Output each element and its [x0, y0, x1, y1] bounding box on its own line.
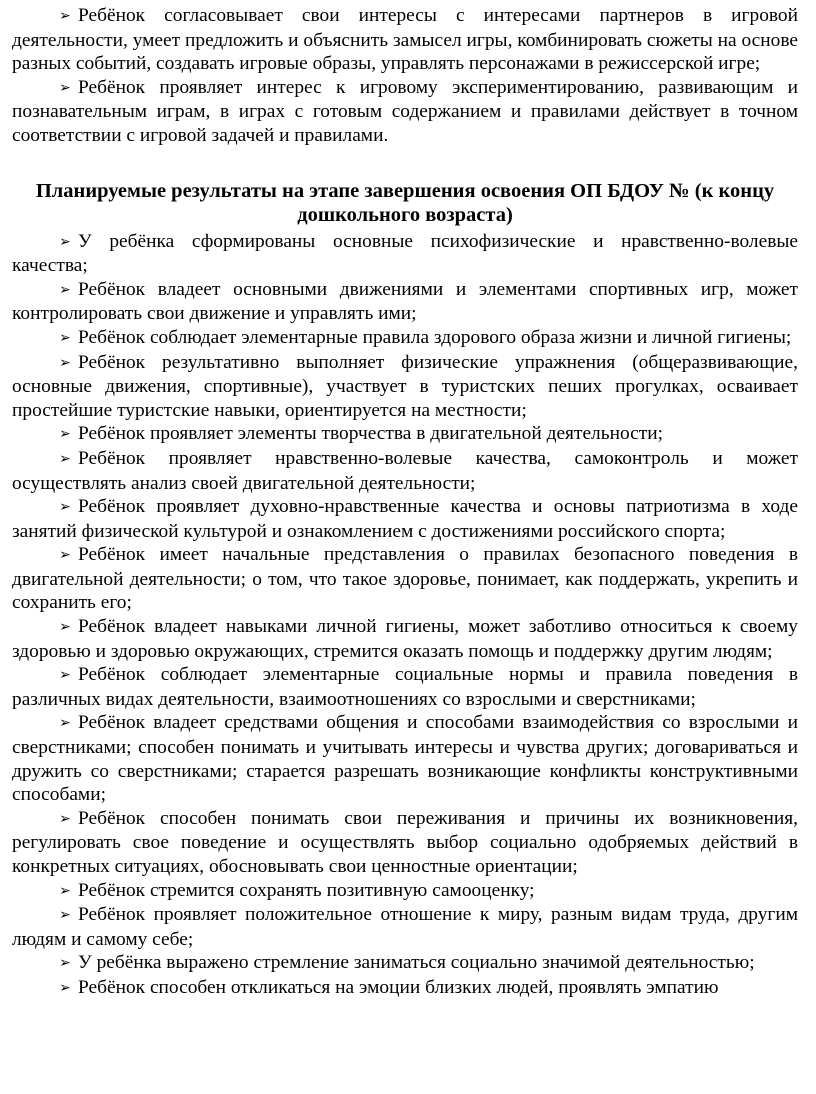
list-item: [12, 711, 798, 806]
list-item-text: Ребёнок проявляет духовно-нравственные качества и основы патриотизма в ходе занятий физической культурой и ознакомлением с достижениями российского спорта;: [12, 496, 798, 542]
list-item-text: Ребёнок проявляет нравственно-волевые качества, самоконтроль и может осуществлять анализ своей двигательной деятельности;: [12, 447, 798, 494]
list-item: [12, 326, 798, 351]
list-item: [12, 615, 798, 663]
arrowhead-bullet-icon: ➢: [59, 547, 71, 564]
list-item: [12, 422, 798, 447]
list-item-text: Ребёнок стремится сохранять позитивную самооценку;: [78, 879, 535, 901]
list-item: [12, 278, 798, 326]
list-item: [12, 951, 798, 976]
list-item-text: Ребёнок проявляет положительное отношение к миру, разным видам труда, другим людям и самому себе;: [12, 904, 798, 950]
arrowhead-bullet-icon: ➢: [59, 955, 71, 972]
list-item: [12, 807, 798, 879]
list-item-text: Ребёнок соблюдает элементарные правила здорового образа жизни и личной гигиены;: [78, 326, 792, 348]
list-item: [12, 543, 798, 615]
list-item-text: Ребёнок проявляет элементы творчества в двигательной деятельности;: [78, 423, 663, 445]
list-item: [12, 447, 798, 495]
arrowhead-bullet-icon: ➢: [59, 329, 71, 346]
list-item-text: У ребёнка сформированы основные психофизические и нравственно-волевые качества;: [12, 230, 798, 277]
arrowhead-bullet-icon: ➢: [59, 450, 71, 467]
list-item-text: Ребёнок соблюдает элементарные социальные нормы и правила поведения в различных видах деятельности, взаимоотношениях со взрослыми и сверстниками;: [12, 664, 798, 710]
arrowhead-bullet-icon: ➢: [59, 79, 71, 96]
arrowhead-bullet-icon: ➢: [59, 715, 71, 732]
results-list: [12, 230, 798, 1001]
list-item: [12, 230, 798, 278]
list-item-text: У ребёнка выражено стремление заниматься социально значимой деятельностью;: [78, 952, 755, 974]
arrowhead-bullet-icon: ➢: [59, 8, 71, 24]
arrowhead-bullet-icon: ➢: [59, 907, 71, 924]
list-item-text: Ребёнок имеет начальные представления о правилах безопасного поведения в двигательной деятельности; о том, что такое здоровье, понимает, как поддержать, укрепить и сохранить его;: [12, 544, 798, 614]
list-item: [12, 76, 798, 148]
list-item-text: Ребёнок способен понимать свои переживания и причины их возникновения, регулировать свое поведение и осуществлять выбор социально одобряемых действий в конкретных ситуациях, обосновывать свои ценностные ориентации;: [12, 807, 798, 877]
arrowhead-bullet-icon: ➢: [59, 619, 71, 636]
arrowhead-bullet-icon: ➢: [59, 233, 71, 250]
list-item-text: Ребёнок владеет навыками личной гигиены, может заботливо относиться к своему здоровью и здоровью окружающих, стремится оказать помощь и поддержку другим людям;: [12, 616, 798, 662]
list-item: [12, 976, 798, 1001]
list-item-text: Ребёнок проявляет интерес к игровому экспериментированию, развивающим и познавательным играм, в играх с готовым содержанием и правилами действует в точном соответствии с игровой задачей и правилами.: [12, 76, 798, 146]
arrowhead-bullet-icon: ➢: [59, 667, 71, 684]
list-item: [12, 351, 798, 423]
arrowhead-bullet-icon: ➢: [59, 354, 71, 371]
list-item: [12, 879, 798, 904]
list-item: [12, 663, 798, 711]
list-item: [12, 4, 798, 76]
list-item: [12, 495, 798, 543]
arrowhead-bullet-icon: ➢: [59, 499, 71, 516]
arrowhead-bullet-icon: ➢: [59, 882, 71, 899]
arrowhead-bullet-icon: ➢: [59, 810, 71, 827]
list-item-text: Ребёнок способен откликаться на эмоции близких людей, проявлять эмпатию: [78, 976, 719, 998]
arrowhead-bullet-icon: ➢: [59, 979, 71, 996]
section-heading: Планируемые результаты на этапе завершения освоения ОП БДОУ № (к концу дошкольного возраста): [35, 179, 775, 226]
list-item-text: Ребёнок согласовывает свои интересы с интересами партнеров в игровой деятельности, умеет предложить и объяснить замысел игры, комбинировать сюжеты на основе разных событий, создавать игровые образы, управлять персонажами в режиссерской игре;: [12, 5, 798, 75]
list-item-text: Ребёнок результативно выполняет физические упражнения (общеразвивающие, основные движения, спортивные), участвует в туристских пеших прогулках, осваивает простейшие туристские навыки, ориентируется на местности;: [12, 351, 798, 421]
arrowhead-bullet-icon: ➢: [59, 426, 71, 443]
arrowhead-bullet-icon: ➢: [59, 281, 71, 298]
list-item: [12, 903, 798, 951]
list-item-text: Ребёнок владеет средствами общения и способами взаимодействия со взрослыми и сверстниками; способен понимать и учитывать интересы и чувства других; договариваться и дружить со сверстниками; старается разрешать возникающие конфликты конструктивными способами;: [12, 712, 798, 806]
top-list: [12, 4, 798, 148]
list-item-text: Ребёнок владеет основными движениями и элементами спортивных игр, может контролировать свои движение и управлять ими;: [12, 278, 798, 325]
document-page: [12, 0, 798, 1001]
